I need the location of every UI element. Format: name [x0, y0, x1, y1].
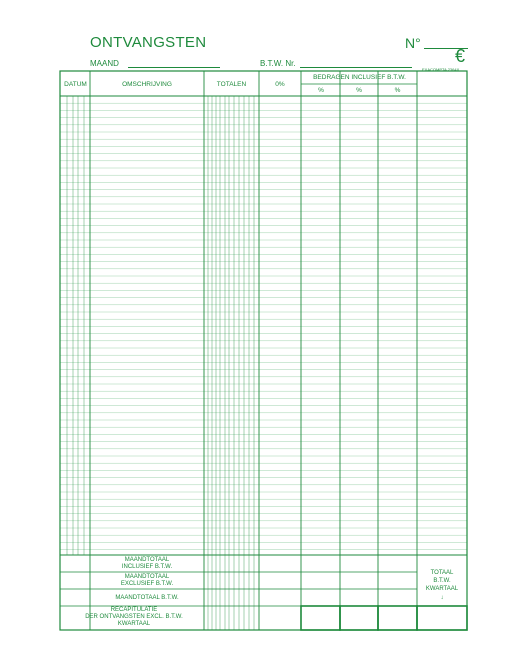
recap-cell-total[interactable]	[418, 607, 466, 629]
form-frame	[60, 71, 467, 630]
form-reference: EXACOMPTA 2364X	[422, 67, 460, 72]
column-header-bedragen: BEDRAGEN INCLUSIEF B.T.W.	[313, 74, 406, 81]
column-header-totalen: TOTALEN	[216, 81, 247, 88]
column-header-omschrijving: OMSCHRIJVING	[122, 81, 172, 88]
euro-icon: €	[455, 46, 466, 66]
recap-cell-3[interactable]	[379, 607, 416, 629]
percent-header-1[interactable]: %	[318, 87, 324, 94]
summary-month-total-incl: MAANDTOTAAL INCLUSIEF B.T.W.	[121, 557, 173, 570]
recap-cell-2[interactable]	[341, 607, 377, 629]
vat-number-label: B.T.W. Nr.	[260, 59, 296, 68]
summary-month-total-excl: MAANDTOTAAL EXCLUSIEF B.T.W.	[120, 574, 174, 587]
summary-month-total-vat: MAANDTOTAAL B.T.W.	[115, 595, 179, 601]
arrow-down-icon: ↓	[440, 595, 444, 601]
column-header-datum: DATUM	[64, 81, 87, 88]
recap-cell-1[interactable]	[303, 607, 339, 629]
number-label: N°	[405, 35, 421, 51]
form-title: ONTVANGSTEN	[90, 34, 207, 51]
month-label: MAAND	[90, 59, 119, 68]
summary-recapitulation: RECAPITULATIE DER ONTVANGSTEN EXCL. B.T.W. KWARTAAL	[85, 607, 183, 627]
column-header-zero-percent: 0%	[275, 81, 285, 88]
percent-header-3[interactable]: %	[394, 87, 401, 94]
total-vat-quarter-label: TOTAAL B.T.W. KWARTAAL	[425, 570, 459, 593]
percent-header-2[interactable]: %	[356, 87, 362, 94]
